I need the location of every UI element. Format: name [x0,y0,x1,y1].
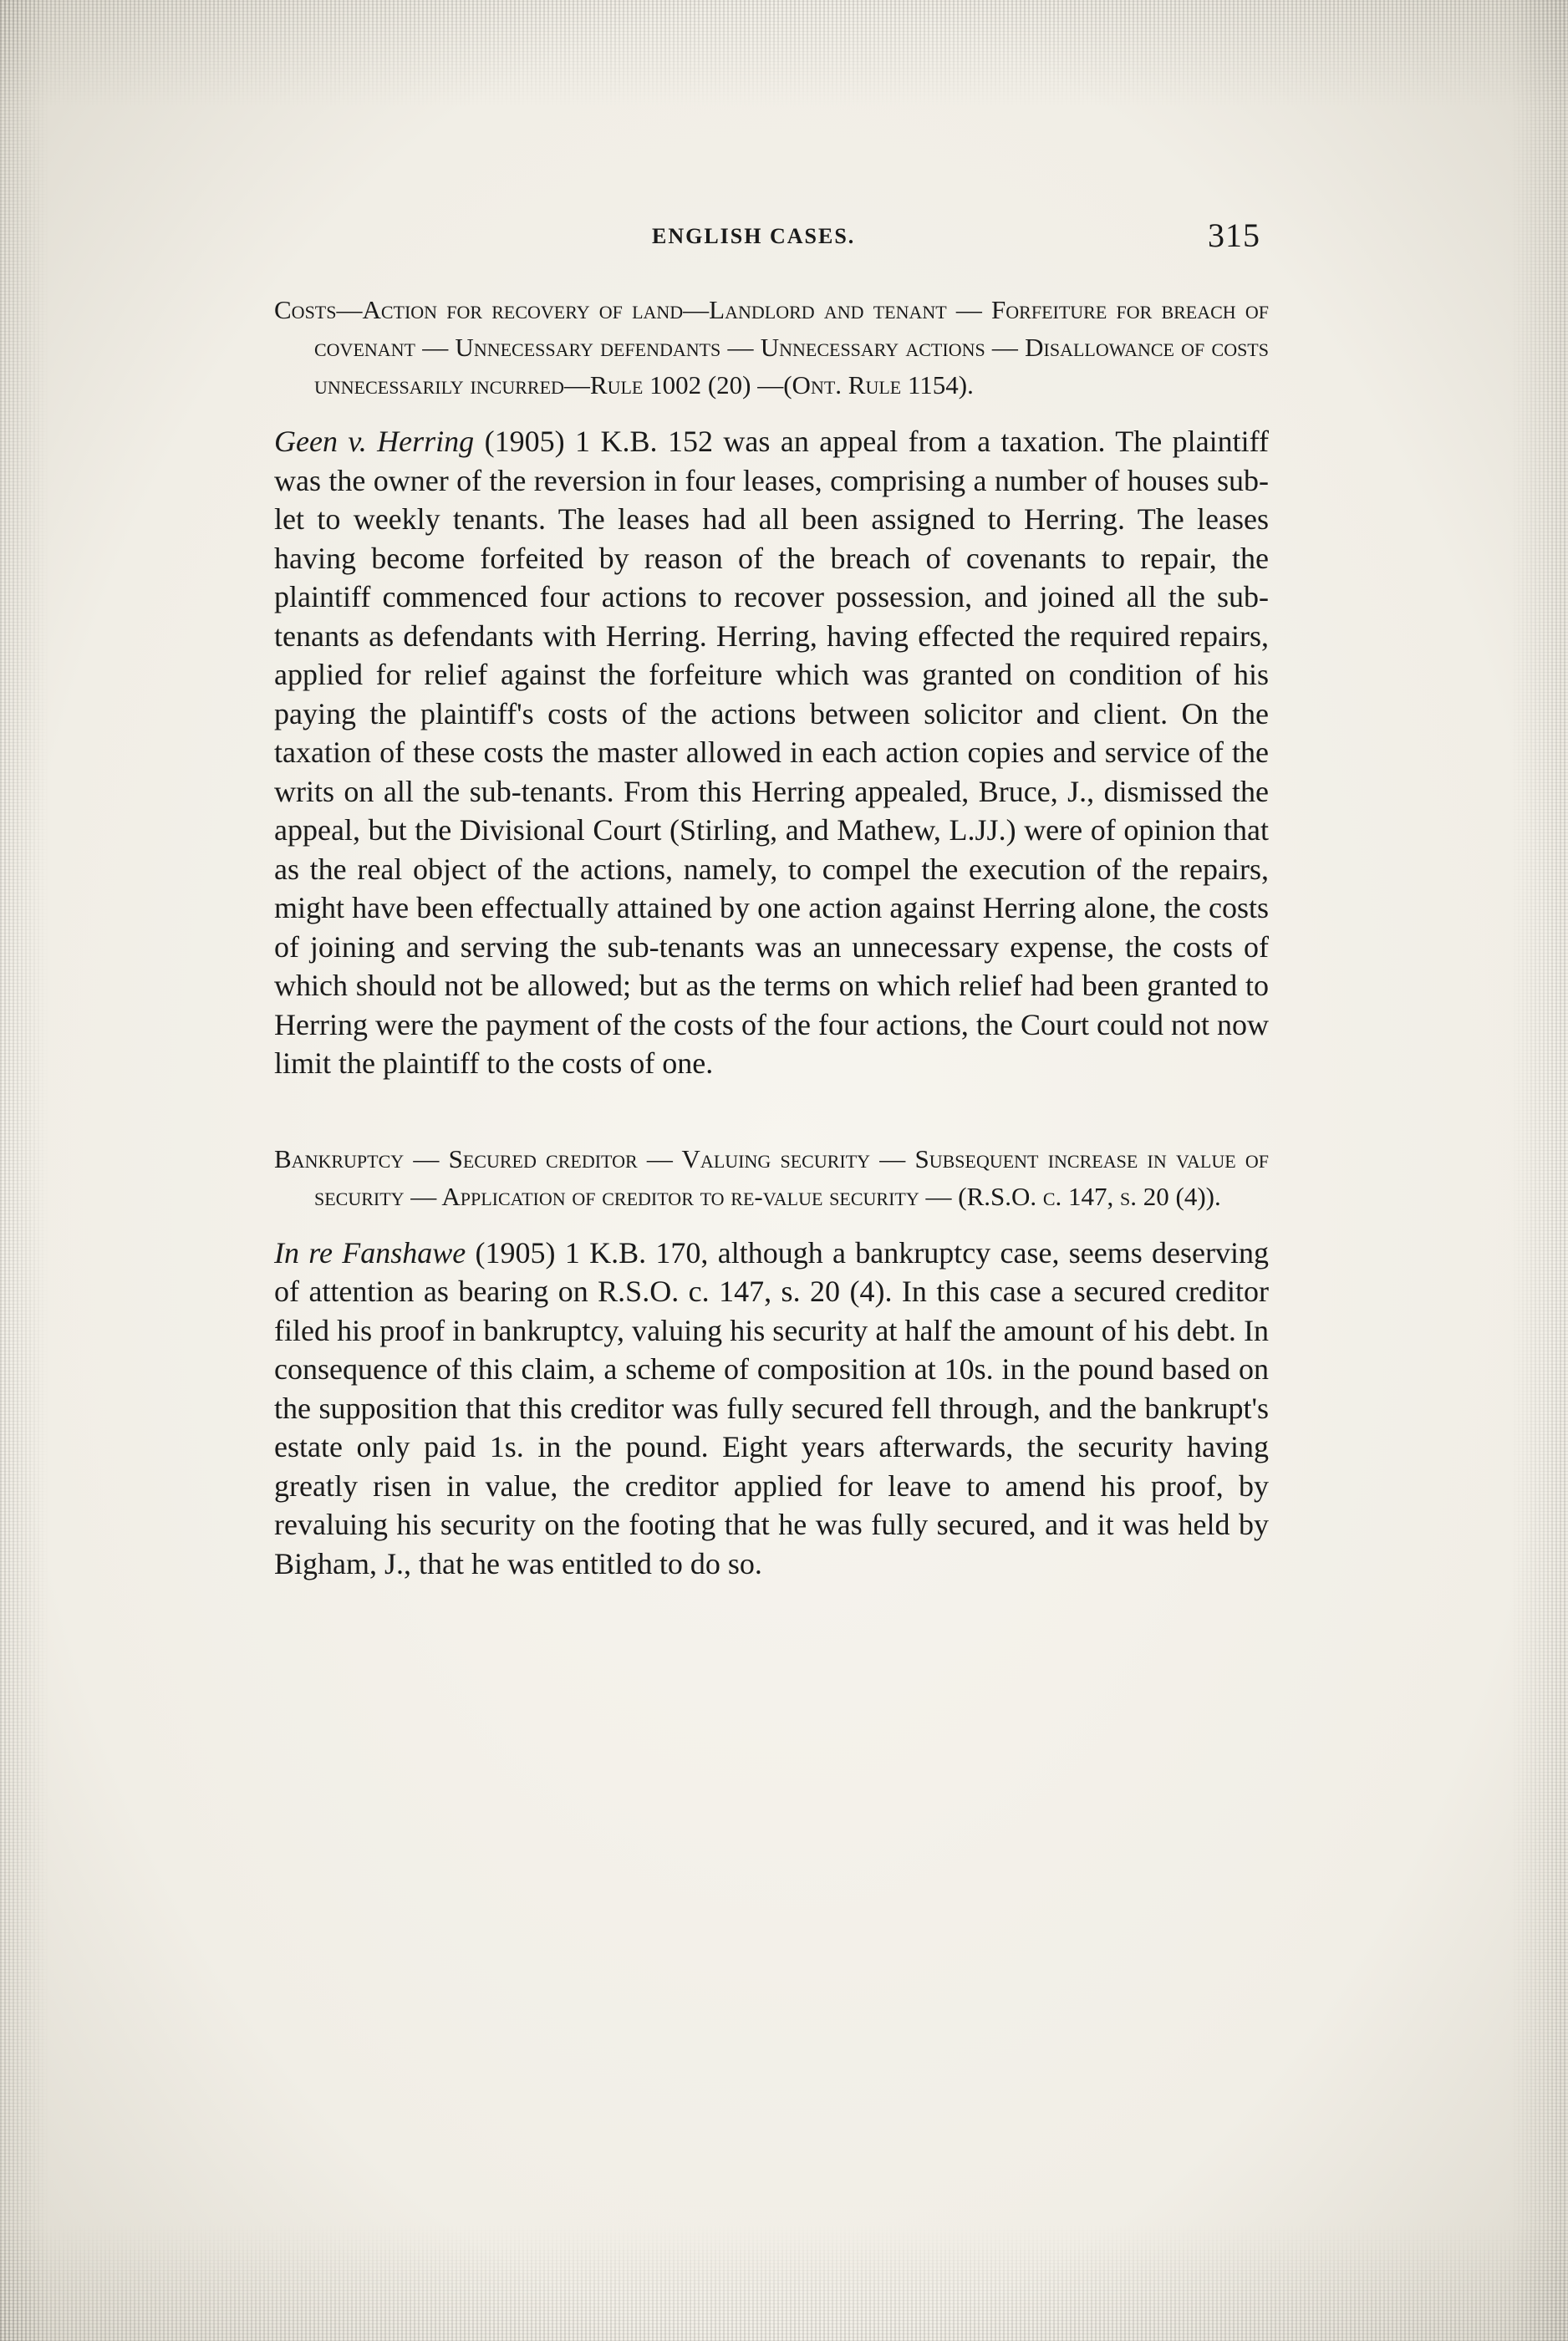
case-body-text: (1905) 1 K.B. 152 was an appeal from a taxation. The plaintiff was the owner of the reversion in four leases, comprising a number of houses sub-let to weekly tenants. The leases had all been assigned to Herring. The leases having become forfeited by reason of the breach of covenants to repair, the plaintiff commenced four actions to recover possession, and joined all the sub-tenants as defendants with Herring. Herring, having effected the required repairs, applied for relief against the forfeiture which was granted on condition of his paying the plaintiff's costs of the actions between solicitor and client. On the taxation of these costs the master allowed in each action copies and service of the writs on all the sub-tenants. From this Herring appealed, Bruce, J., dismissed the appeal, but the Divisional Court (Stirling, and Mathew, L.JJ.) were of opinion that as the real object of the actions, namely, to compel the execution of the repairs, might have been effectually attained by one action against Herring alone, the costs of joining and serving the sub-tenants was an unnecessary expense, the costs of which should not be allowed; but as the terms on which relief had been granted to Herring were the payment of the costs of the four actions, the Court could not now limit the plaintiff to the costs of one. [274,425,1269,1080]
case-name: Geen v. Herring [274,425,475,458]
case-paragraph [274,1234,1269,1584]
case-headnote: Bankruptcy — Secured creditor — Valuing security — Subsequent increase in value of security — Application of creditor to re-value security — (R.S.O. c. 147, s. 20 (4)). [274,1143,1269,1211]
case-headnote: Costs—Action for recovery of land—Landlord and tenant — Forfeiture for breach of covenant — Unnecessary defendants — Unnecessary actions — Disallowance of costs unnecessarily incurred—Rule 1002 (20) —(Ont. Rule 1154). [274,295,1269,399]
scan-edge-right [1509,0,1568,2341]
section-gap [274,1083,1269,1115]
scan-edge-left [0,0,50,2341]
case-name: In re Fanshawe [274,1235,466,1270]
case-section [274,1140,1269,1584]
case-body-text: (1905) 1 K.B. 170, although a bankruptcy case, seems deserving of attention as bearing on R.S.O. c. 147, s. 20 (4). In this case a secured creditor filed his proof in bankruptcy, valuing his security at half the amount of his debt. In consequence of this claim, a scheme of composition at 10s. in the pound based on the supposition that this creditor was fully secured fell through, and the bankrupt's estate only paid 1s. in the pound. Eight years afterwards, the security having greatly risen in value, the creditor applied for leave to amend his proof, by revaluing his security on the footing that he was fully secured, and it was held by Bigham, J., that he was entitled to do so. [274,1235,1270,1580]
page-number: 315 [1208,216,1260,254]
case-paragraph [274,422,1269,1083]
running-head [274,216,1269,266]
scan-edge-top [0,0,1568,109]
scan-edge-bottom [0,2224,1568,2341]
case-section [274,291,1269,1083]
text-column [274,216,1269,1583]
running-head-title: ENGLISH CASES. [652,224,856,248]
